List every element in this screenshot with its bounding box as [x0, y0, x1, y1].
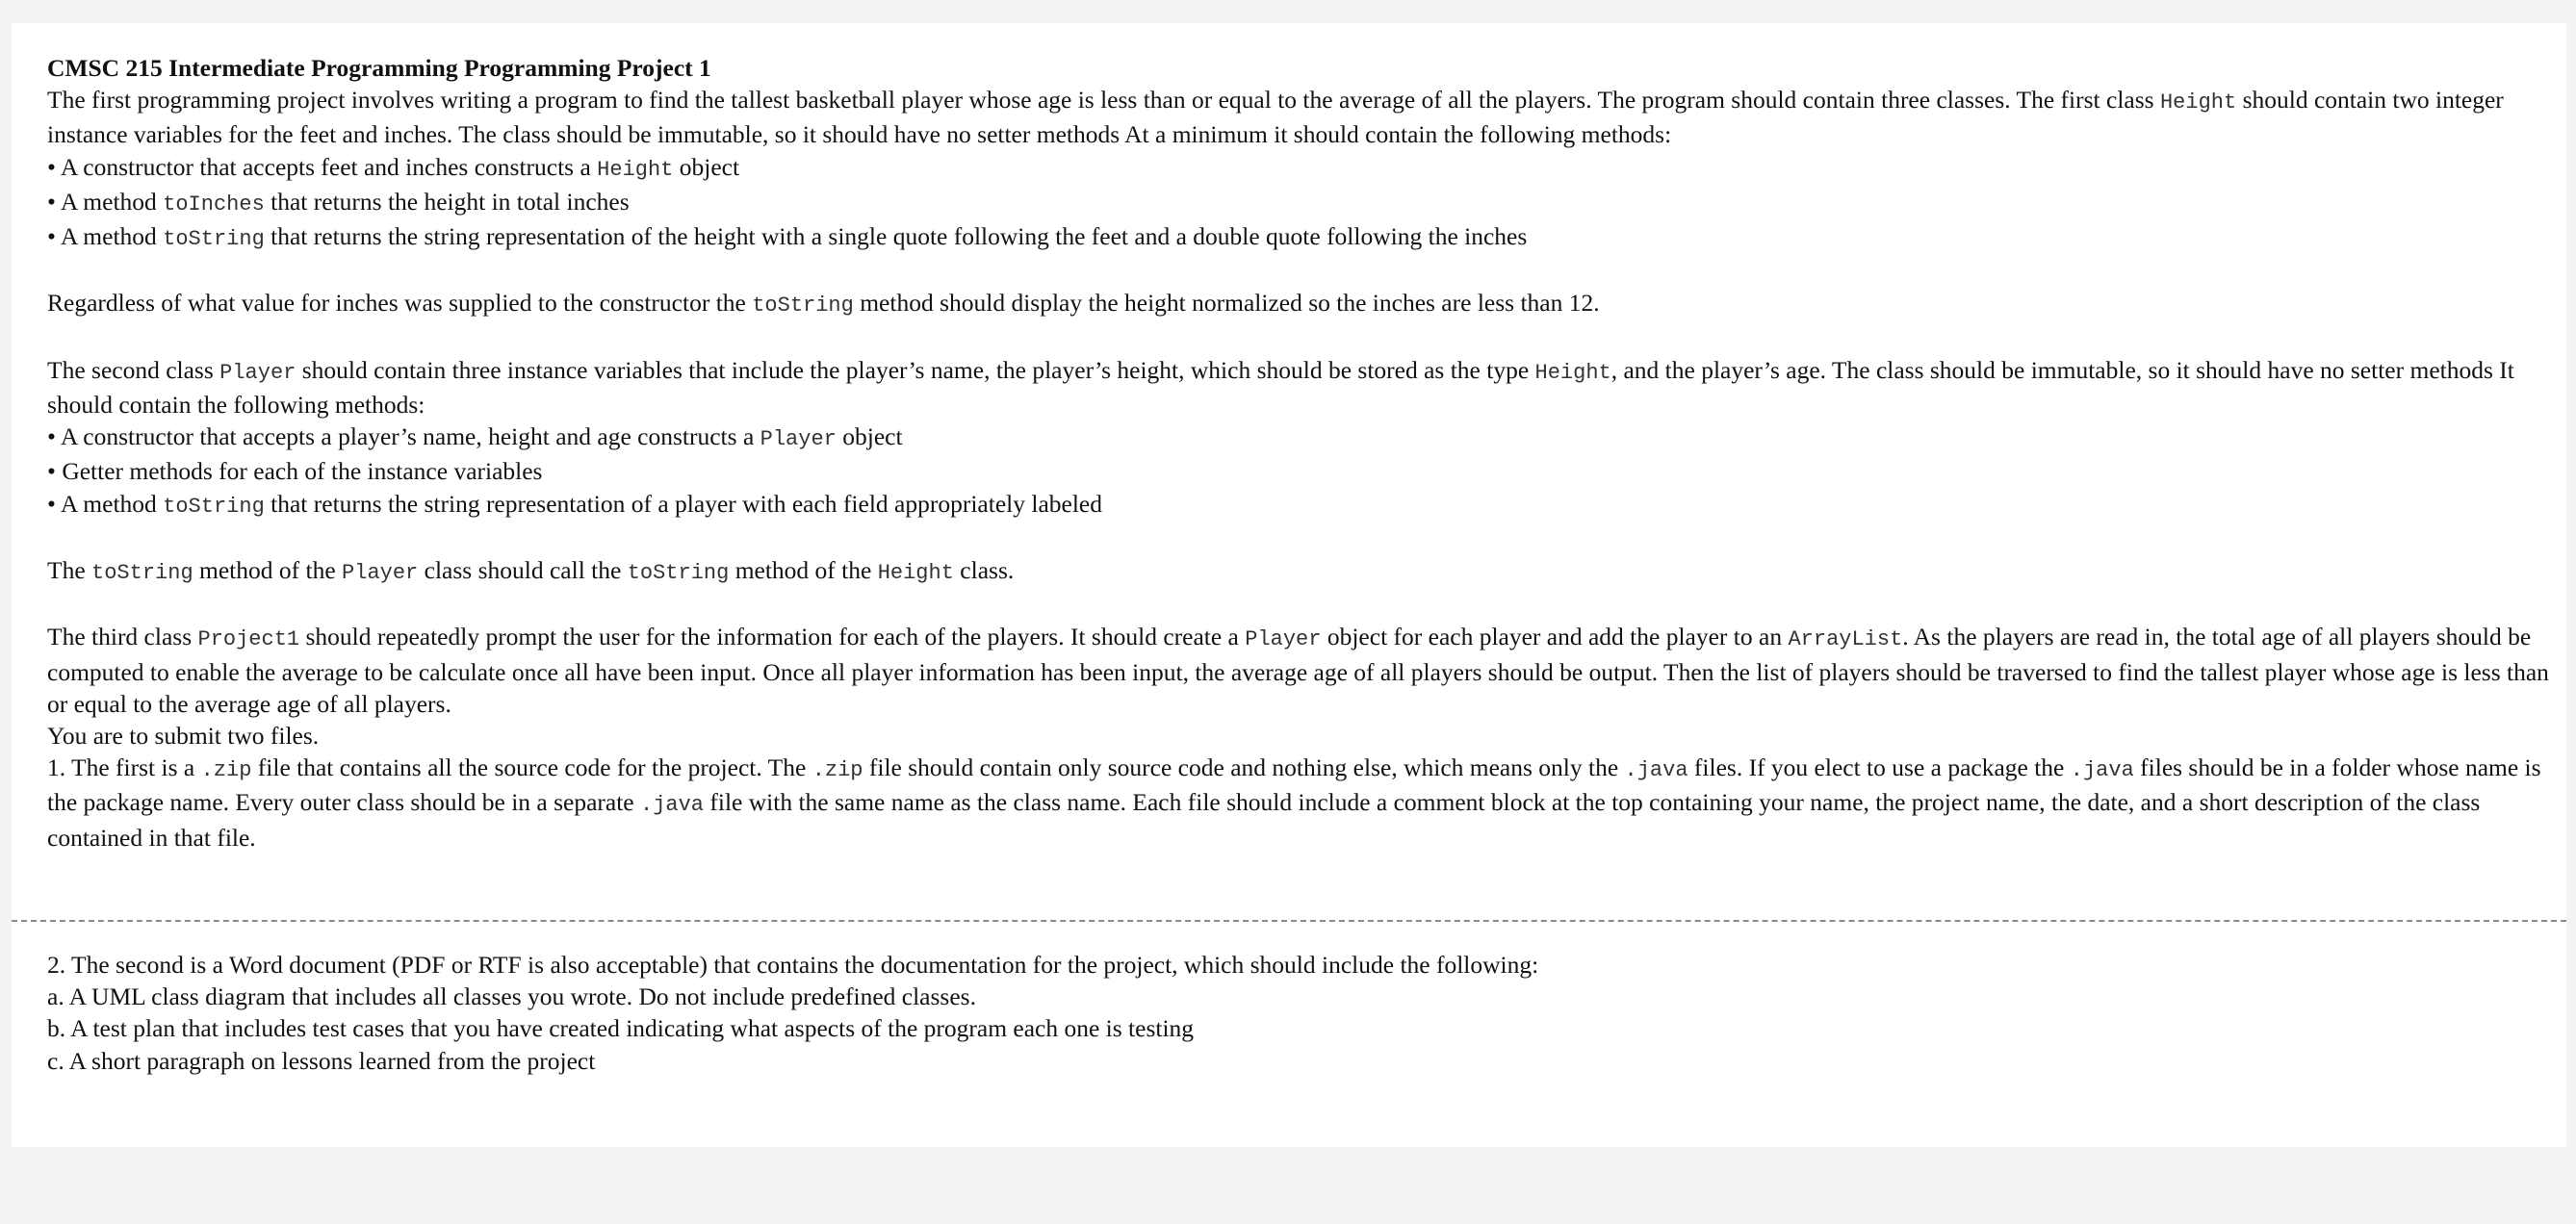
list-item: [47, 488, 2550, 523]
code-java: .java: [1624, 758, 1688, 783]
list-item: [47, 220, 2550, 255]
file2-paragraph: 2. The second is a Word document (PDF or RTF is also acceptable) that contains the documentation for the project, which should include the following:: [47, 951, 1539, 979]
list-item: [47, 186, 2550, 220]
text: The: [47, 556, 92, 584]
code-player: Player: [760, 427, 837, 452]
text: object for each player and add the player to an: [1321, 623, 1789, 651]
player-methods-list: [47, 421, 2550, 523]
text: that returns the string representation of the height with a single quote following the feet and a double quote following the inches: [264, 222, 1528, 251]
text: A method: [60, 187, 164, 216]
text: The third class: [47, 623, 198, 651]
code-java: .java: [640, 793, 705, 818]
document-page: [12, 23, 2566, 1147]
player-paragraph: [47, 354, 2550, 421]
text: A method: [60, 489, 164, 518]
code-tostring: toString: [752, 293, 854, 319]
text: method of the: [729, 556, 878, 584]
text: that returns the string representation of a player with each field appropriately labeled: [264, 489, 1102, 518]
third-class-paragraph: [47, 621, 2550, 720]
code-height: Height: [1534, 360, 1611, 385]
text: A method: [60, 222, 164, 251]
text: should contain three instance variables that include the player’s name, the player’s height, which should be stored as the type: [296, 355, 1535, 384]
code-toinches: toInches: [163, 191, 265, 217]
height-methods-list: [47, 151, 2550, 256]
list-item: [47, 151, 2550, 186]
code-project1: Project1: [197, 627, 300, 652]
bullet: •: [47, 222, 61, 251]
text: class.: [953, 556, 1015, 584]
code-zip: .zip: [200, 758, 252, 783]
doc-item-test-plan: b. A test plan that includes test cases that you have created indicating what aspects of the program each one is testing: [47, 1014, 1195, 1043]
code-player: Player: [342, 561, 419, 585]
text: Regardless of what value for inches was supplied to the constructor the: [47, 289, 753, 318]
text: The first programming project involves writing a program to find the tallest basketball player whose age is less than or equal to the average of all the players. The program should contain three classes. The first class: [47, 86, 2160, 115]
list-item: [47, 421, 2550, 455]
code-tostring: toString: [163, 227, 265, 252]
text: should repeatedly prompt the user for the information for each of the players. It should create a: [299, 623, 1246, 651]
text: , and the player’s age. The class should be immutable, so it should have no setter methods It should contain the following methods:: [47, 355, 2514, 419]
text: Getter methods for each of the instance variables: [62, 457, 543, 486]
intro-paragraph: [47, 84, 2550, 150]
text: file with the same name as the class name. Each file should include a comment block at the top containing your name, the project name, the date, and a short description of the class contained in that file.: [47, 788, 2481, 852]
code-arraylist: ArrayList: [1788, 627, 1903, 652]
normalize-paragraph: [47, 287, 2550, 321]
bullet: •: [47, 422, 61, 451]
document-body: [47, 23, 2550, 854]
code-zip: .zip: [811, 758, 863, 783]
text: A constructor that accepts feet and inches constructs a: [60, 152, 598, 181]
text: . As the players are read in, the total age of all players should be computed to enable the average to be calculate once all have been input. Once all player information has been input, the average age of all players should be output. Then the list of players should be traversed to find the tallest player whose age is less than or equal to the average age of all players.: [47, 623, 2549, 718]
bullet: •: [47, 489, 61, 518]
document-body-continued: [47, 949, 2550, 1077]
text: method of the: [193, 556, 343, 584]
code-height: Height: [597, 157, 674, 182]
code-height: Height: [2159, 90, 2237, 115]
code-height: Height: [877, 561, 954, 585]
text: files should be in a folder whose name is the package name. Every outer class should be in a separate: [47, 753, 2541, 817]
submit-line: You are to submit two files.: [47, 722, 320, 750]
text: should contain two integer instance variables for the feet and inches. The class should be immutable, so it should have no setter methods At a minimum it should contain the following methods:: [47, 86, 2504, 149]
code-java: .java: [2070, 758, 2134, 783]
code-player: Player: [1245, 627, 1322, 652]
tostring-note-paragraph: [47, 554, 2550, 589]
bullet: •: [47, 457, 63, 486]
bullet: •: [47, 152, 61, 181]
page-break-divider: [12, 920, 2566, 922]
text: The second class: [47, 355, 220, 384]
bullet: •: [47, 187, 61, 216]
code-player: Player: [219, 360, 296, 385]
text: 1. The first is a: [47, 753, 201, 782]
text: object: [673, 152, 740, 181]
doc-item-lessons: c. A short paragraph on lessons learned from the project: [47, 1046, 596, 1075]
text: class should call the: [418, 556, 628, 584]
text: that returns the height in total inches: [264, 187, 630, 216]
text: method should display the height normalized so the inches are less than 12.: [853, 289, 1600, 318]
text: file that contains all the source code for the project. The: [251, 753, 812, 782]
text: files. If you elect to use a package the: [1687, 753, 2071, 782]
code-tostring: toString: [163, 494, 265, 519]
page-title: CMSC 215 Intermediate Programming Programming Project 1: [47, 54, 711, 82]
code-tostring: toString: [627, 561, 730, 585]
file1-paragraph: [47, 752, 2550, 854]
doc-item-uml: a. A UML class diagram that includes all classes you wrote. Do not include predefined classes.: [47, 982, 976, 1011]
text: A constructor that accepts a player’s name, height and age constructs a: [60, 422, 760, 451]
text: object: [836, 422, 903, 451]
text: file should contain only source code and nothing else, which means only the: [863, 753, 1625, 782]
list-item: [47, 455, 2550, 487]
code-tostring: toString: [91, 561, 193, 585]
